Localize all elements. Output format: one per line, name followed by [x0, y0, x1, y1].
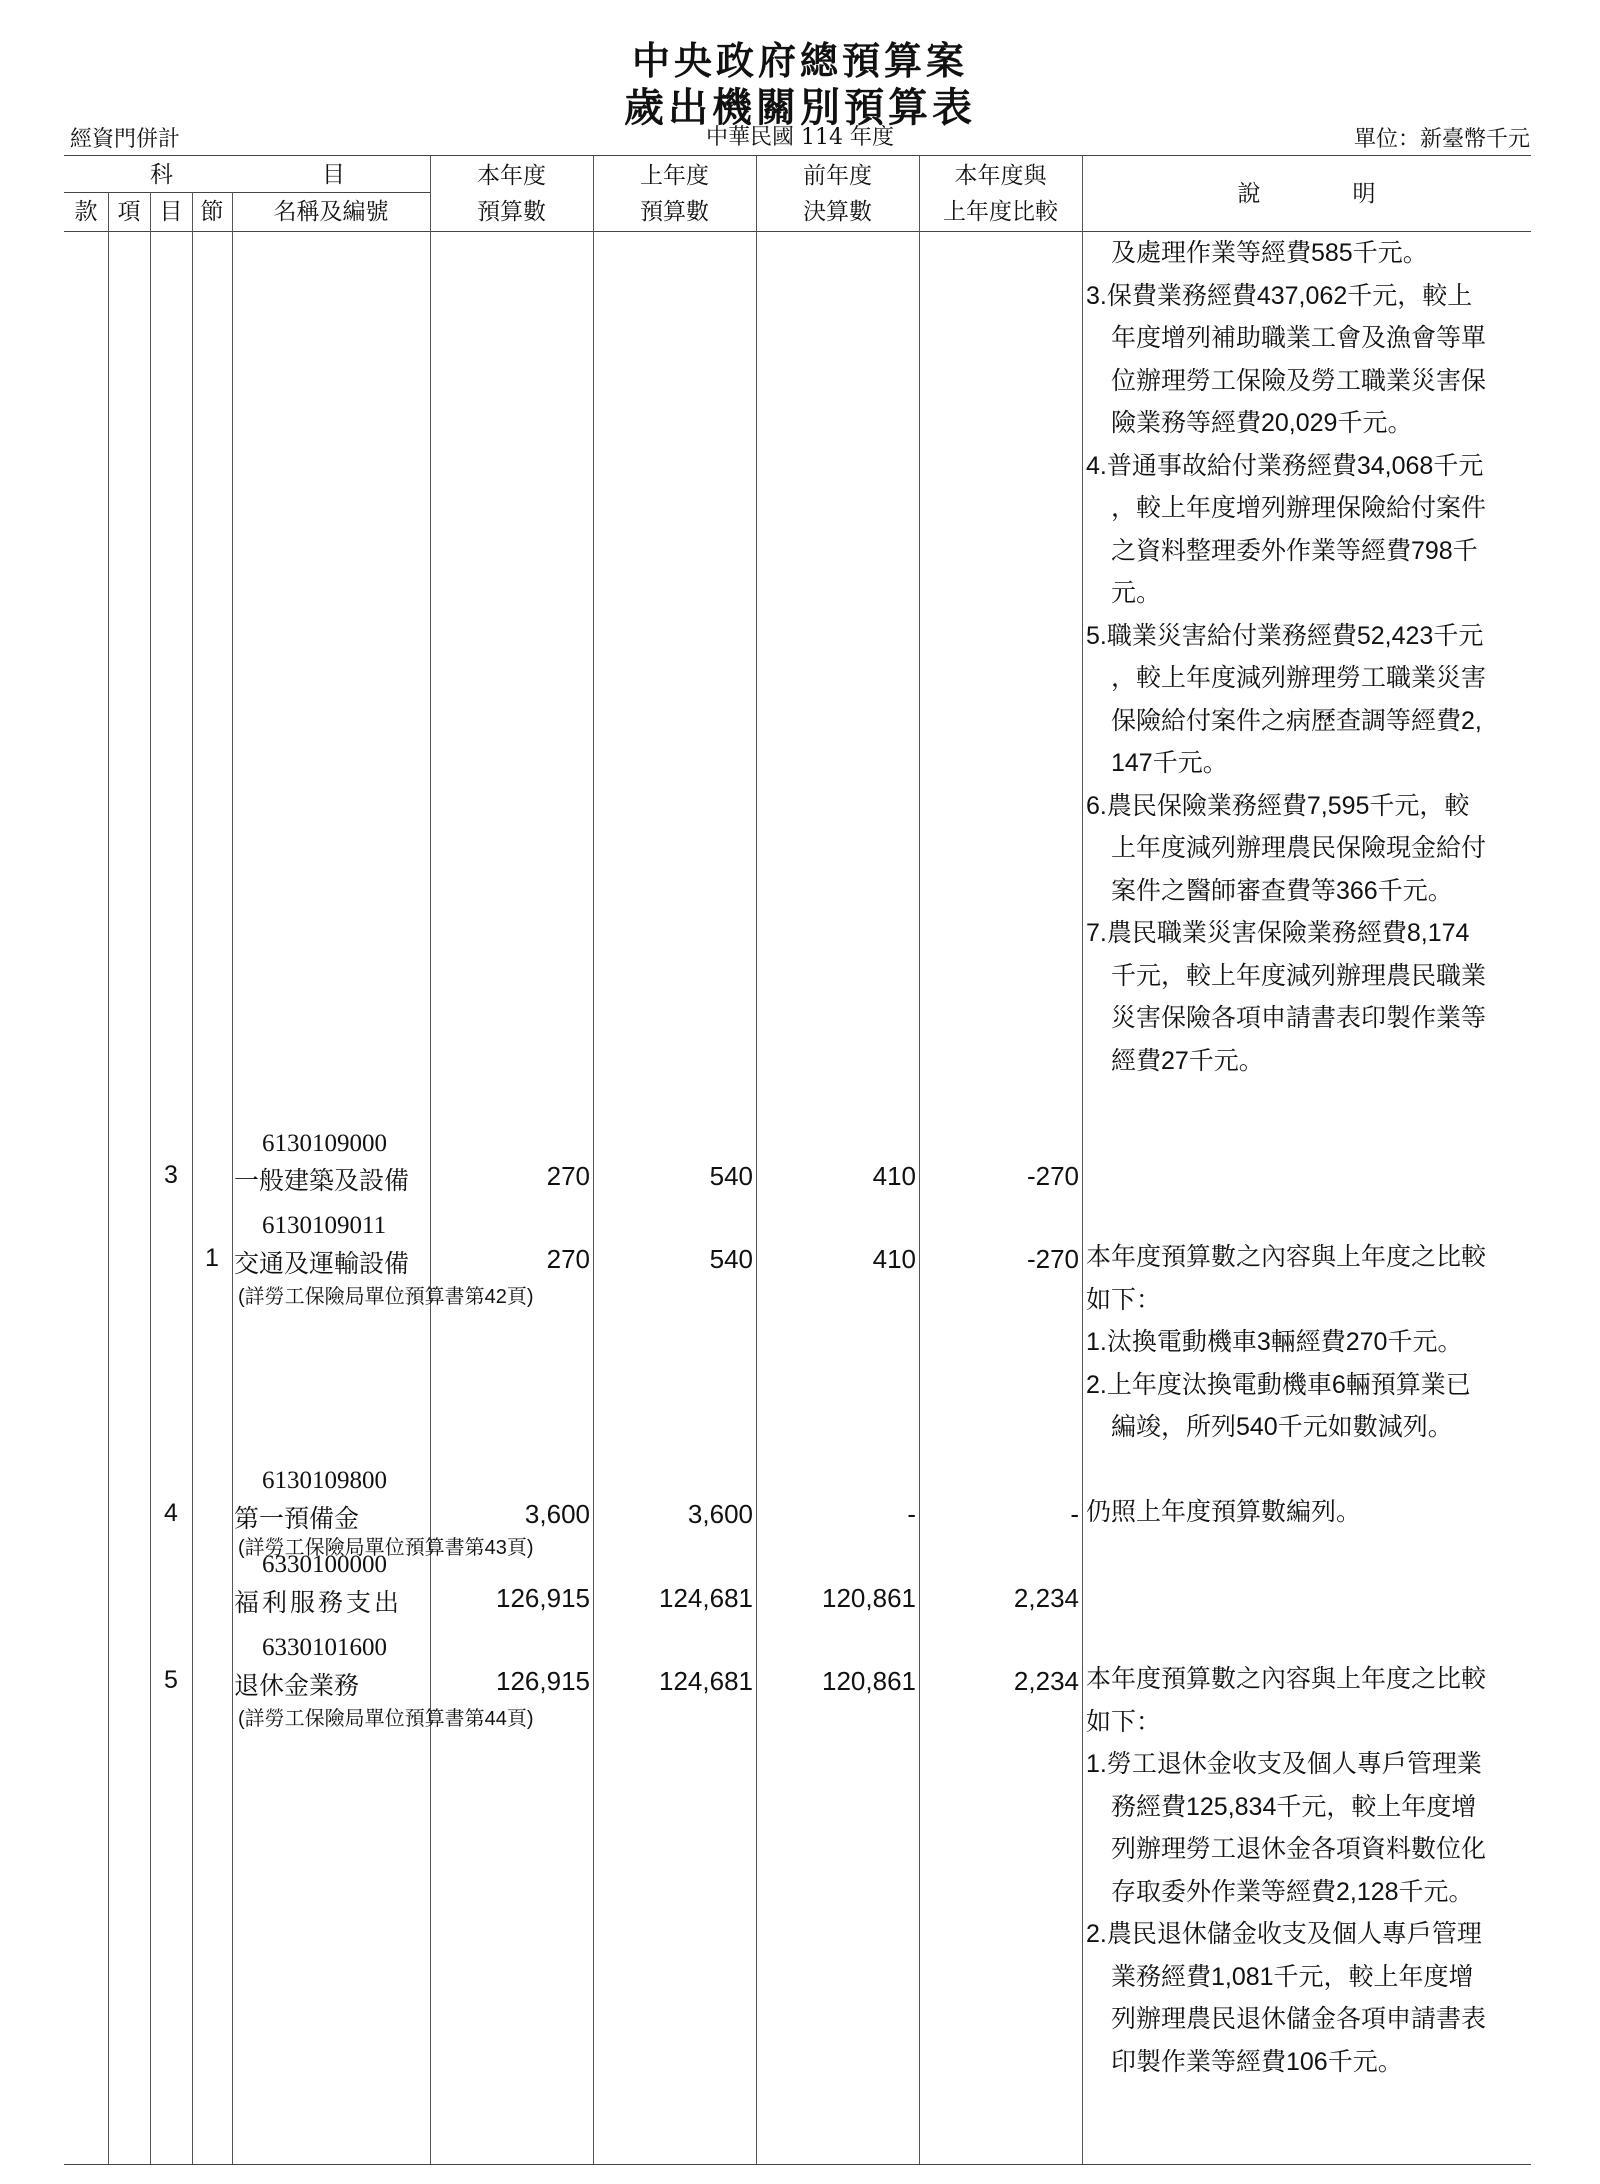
- header-pprev-2: 決算數: [803, 199, 872, 225]
- header-mu: 目: [159, 199, 183, 225]
- header-curr-2: 預算數: [477, 199, 546, 225]
- header-jie: 節: [200, 199, 224, 225]
- row-reference: (詳勞工保險局單位預算書第43頁): [238, 1537, 534, 1559]
- row-prev: 540: [709, 1161, 753, 1191]
- row-pprev: 120,861: [822, 1666, 916, 1696]
- row-code: 6130109000: [262, 1130, 387, 1157]
- row-jie: 1: [205, 1244, 219, 1272]
- header-prev-2: 預算數: [640, 199, 709, 225]
- row-name: 第一預備金: [234, 1505, 360, 1533]
- fiscal-year: 中華民國 114 年度: [706, 125, 894, 150]
- header-mid-rule: [64, 192, 430, 193]
- row-diff: -270: [1026, 1161, 1079, 1191]
- row-name: 退休金業務: [234, 1672, 360, 1700]
- col-divider: [192, 192, 193, 2164]
- col-divider: [430, 155, 431, 2164]
- row-code: 6130109011: [262, 1212, 387, 1239]
- row-code: 6130109800: [262, 1467, 387, 1494]
- document-title: 中央政府總預算案: [631, 38, 968, 83]
- account-type: 經資門併計: [70, 127, 181, 152]
- col-divider: [756, 155, 757, 2164]
- col-divider: [108, 192, 109, 2164]
- document-subtitle: 歲出機關別預算表: [624, 84, 976, 131]
- row-description: 本年度預算數之內容與上年度之比較 如下： 1.勞工退休金收支及個人專戶管理業 務經費125,834千元，較上年度增 列辦理勞工退休金各項資料數位化 存取委外作業等經費2,128千元。 2.農民退休儲金收支及個人專戶管理 業務經費1,081千元，較上年度增 列辦理農民退休儲金各項申請書表 印製作業等經費106千元。: [1086, 1665, 1487, 2076]
- row-name: 交通及運輸設備: [234, 1250, 410, 1278]
- header-xiang: 項: [117, 199, 141, 225]
- unit-label: 單位：新臺幣千元: [1353, 127, 1530, 152]
- header-prev-1: 上年度: [640, 163, 709, 189]
- row-diff: -: [1070, 1499, 1079, 1529]
- row-pprev: 410: [872, 1161, 916, 1191]
- row-name: 福利服務支出: [234, 1589, 403, 1617]
- row-pprev: 120,861: [822, 1583, 916, 1613]
- header-name: 名稱及編號: [273, 199, 389, 225]
- row-description: 本年度預算數之內容與上年度之比較 如下： 1.汰換電動機車3輛經費270千元。 2.上年度汰換電動機車6輛預算業已 編竣，所列540千元如數減列。: [1086, 1243, 1487, 1441]
- row-curr: 270: [546, 1244, 590, 1274]
- row-pprev: -: [907, 1499, 916, 1529]
- header-pprev-1: 前年度: [803, 163, 872, 189]
- header-mu-top: 目: [322, 162, 345, 188]
- row-mu: 3: [164, 1161, 178, 1189]
- row-prev: 124,681: [659, 1583, 753, 1613]
- row-diff: 2,234: [1013, 1666, 1079, 1696]
- header-kuan: 款: [74, 199, 98, 225]
- col-divider: [1082, 155, 1083, 2164]
- row-name: 一般建築及設備: [234, 1167, 410, 1195]
- row-curr: 3,600: [524, 1499, 590, 1529]
- row-code: 6330100000: [262, 1551, 387, 1578]
- row-curr: 126,915: [496, 1666, 590, 1696]
- row-mu: 4: [164, 1499, 178, 1527]
- col-divider: [919, 155, 920, 2164]
- col-divider: [593, 155, 594, 2164]
- header-curr-1: 本年度: [477, 163, 546, 189]
- row-curr: 126,915: [496, 1583, 590, 1613]
- row-prev: 540: [709, 1244, 753, 1274]
- row-prev: 124,681: [659, 1666, 753, 1696]
- row-prev: 3,600: [687, 1499, 753, 1529]
- table-bottom-rule: [64, 2164, 1531, 2165]
- desc-continuation: 及處理作業等經費585千元。 3.保費業務經費437,062千元，較上 年度增列補助職業工會及漁會等單 位辦理勞工保險及勞工職業災害保 險業務等經費20,029千元。 4.普通事故給付業務經費34,068千元 ，較上年度增列辦理保險給付案件 之資料整理委外作業等經費798千 元。 5.職業災害給付業務經費52,423千元 ，較上年度減列辦理勞工職業災害 保險給付案件之病歷查調等經費2, 147千元。 6.農民保險業務經費7,595千元，較 上年度減列辦理農民保險現金給付 案件之醫師審查費等366千元。 7.農民職業災害保險業務經費8,174 千元，較上年度減列辦理農民職業 災害保險各項申請書表印製作業等 經費27千元。: [1086, 239, 1487, 1075]
- header-ke: 科: [150, 162, 173, 188]
- row-pprev: 410: [872, 1244, 916, 1274]
- row-reference: (詳勞工保險局單位預算書第44頁): [238, 1708, 534, 1730]
- row-diff: -270: [1026, 1244, 1079, 1274]
- row-reference: (詳勞工保險局單位預算書第42頁): [238, 1286, 534, 1308]
- row-description: 仍照上年度預算數編列。: [1086, 1498, 1362, 1526]
- table-top-rule: [64, 155, 1531, 156]
- header-diff-1: 本年度與: [954, 163, 1047, 189]
- header-diff-2: 上年度比較: [943, 199, 1058, 225]
- row-diff: 2,234: [1013, 1583, 1079, 1613]
- row-curr: 270: [546, 1161, 590, 1191]
- row-mu: 5: [164, 1666, 178, 1694]
- row-code: 6330101600: [262, 1634, 387, 1661]
- header-desc: 說 明: [1237, 181, 1376, 207]
- col-divider: [232, 192, 233, 2164]
